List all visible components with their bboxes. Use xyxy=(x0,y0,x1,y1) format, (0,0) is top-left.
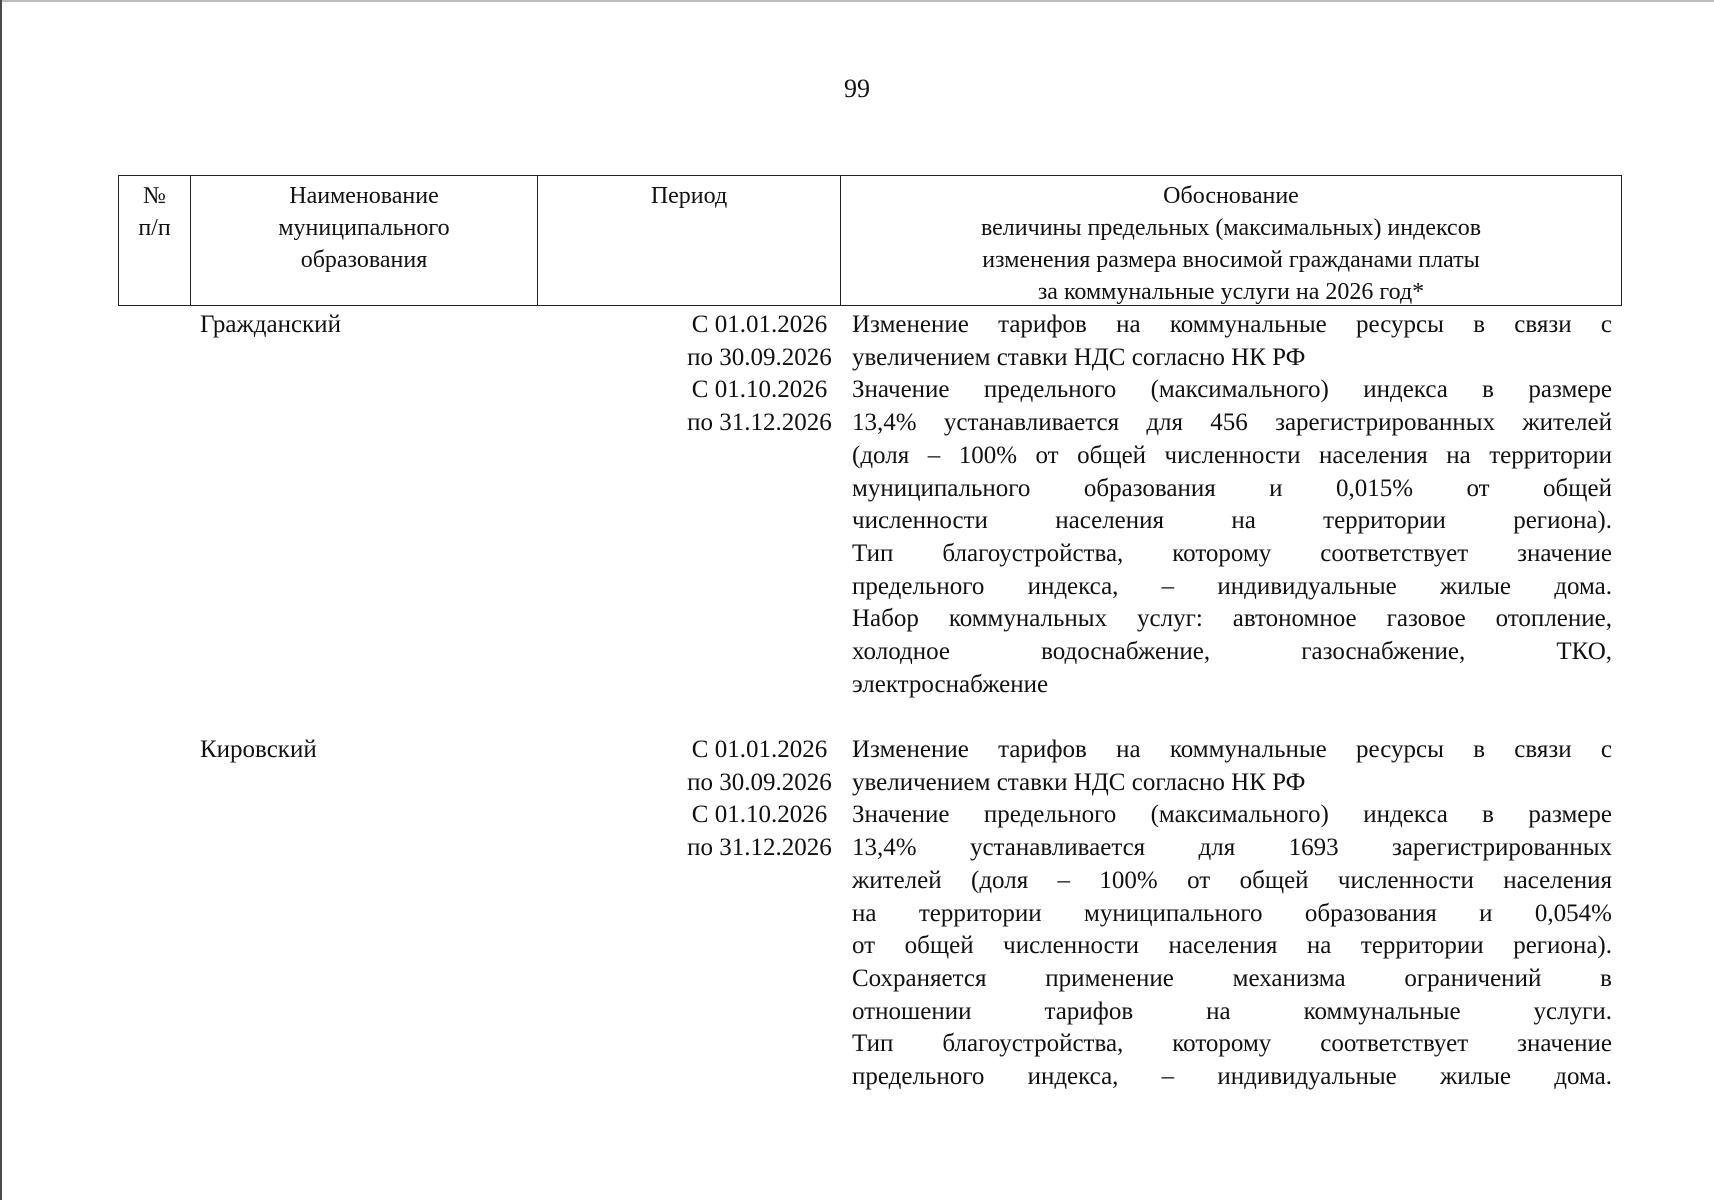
basis-line: увеличением ставки НДС согласно НК РФ xyxy=(852,343,1306,371)
basis-line: муниципального образования и 0,015% от общей xyxy=(852,474,1612,502)
basis-line: Тип благоустройства, которому соответствует значение xyxy=(852,539,1612,567)
basis-line: холодное водоснабжение, газоснабжение, ТКО, xyxy=(852,638,1612,666)
scan-edge-top xyxy=(0,0,1714,2)
page-number: 99 xyxy=(844,74,870,103)
basis-line: (доля – 100% от общей численности населения на территории xyxy=(852,441,1612,469)
basis-line: жителей (доля – 100% от общей численности населения xyxy=(852,866,1612,894)
basis-line: от общей численности населения на территории региона). xyxy=(852,932,1612,960)
basis-line: Набор коммунальных услуг: автономное газовое отопление, xyxy=(852,605,1612,633)
basis-line: 13,4% устанавливается для 456 зарегистрированных жителей xyxy=(852,409,1612,437)
basis-line: увеличением ставки НДС согласно НК РФ xyxy=(852,768,1306,796)
period-line: по 30.09.2026 xyxy=(687,768,832,796)
header-number-cell xyxy=(119,176,191,305)
basis-line: Тип благоустройства, которому соответствует значение xyxy=(852,1030,1612,1058)
basis-cell xyxy=(852,309,1612,701)
header-period-cell xyxy=(538,176,841,305)
header-text: Обоснование xyxy=(1163,183,1299,209)
basis-line: отношении тарифов на коммунальные услуги. xyxy=(852,997,1612,1025)
basis-line: предельного индекса, – индивидуальные жилые дома. xyxy=(852,572,1612,600)
table-header xyxy=(118,175,1622,306)
period-line: по 31.12.2026 xyxy=(687,409,832,437)
header-text: Наименование xyxy=(289,183,439,209)
header-text: № xyxy=(143,183,166,209)
basis-line: Значение предельного (максимального) индекса в размере xyxy=(852,376,1612,404)
basis-line: предельного индекса, – индивидуальные жилые дома. xyxy=(852,1063,1612,1091)
municipality-name: Кировский xyxy=(200,736,317,763)
period-line: по 31.12.2026 xyxy=(687,834,832,862)
municipality-name: Гражданский xyxy=(200,311,341,338)
basis-line: электроснабжение xyxy=(852,670,1049,698)
basis-line: Изменение тарифов на коммунальные ресурсы в связи с xyxy=(852,311,1612,338)
header-text: Период xyxy=(650,183,728,209)
period-line: С 01.01.2026 xyxy=(691,736,828,763)
scan-edge-left xyxy=(0,0,2,1200)
basis-line: Значение предельного (максимального) индекса в размере xyxy=(852,801,1612,829)
header-text: за коммунальные услуги на 2026 год* xyxy=(1037,279,1425,305)
basis-line: на территории муниципального образования и 0,054% xyxy=(852,899,1612,927)
header-text: муниципального xyxy=(278,215,450,241)
period-line: С 01.01.2026 xyxy=(691,311,828,338)
basis-line: 13,4% устанавливается для 1693 зарегистрированных xyxy=(852,834,1612,862)
header-name-cell xyxy=(191,176,538,305)
basis-line: Сохраняется применение механизма ограничений в xyxy=(852,964,1612,992)
header-text: величины предельных (максимальных) индексов xyxy=(980,215,1482,241)
period-line: С 01.10.2026 xyxy=(691,376,828,404)
header-text: образования xyxy=(300,247,428,273)
basis-line: Изменение тарифов на коммунальные ресурсы в связи с xyxy=(852,736,1612,763)
header-basis-cell xyxy=(841,176,1621,305)
period-line: по 30.09.2026 xyxy=(687,343,832,371)
basis-line: численности населения на территории региона). xyxy=(852,507,1612,535)
period-line: С 01.10.2026 xyxy=(691,801,828,829)
basis-cell xyxy=(852,734,1612,1094)
header-text: п/п xyxy=(138,215,171,241)
header-text: изменения размера вносимой гражданами платы xyxy=(982,247,1480,273)
